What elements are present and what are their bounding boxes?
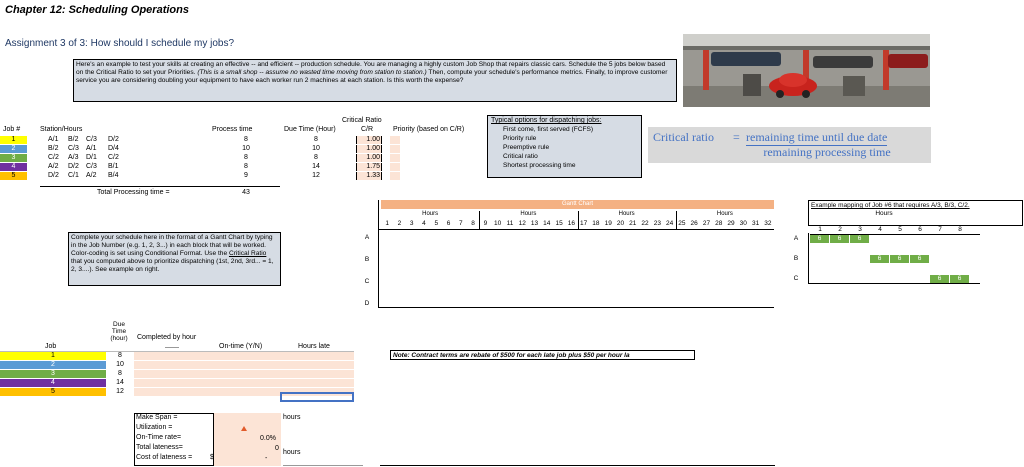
gantt-title: Gantt Chart: [561, 201, 593, 207]
dispatch-title: Typical options for dispatching jobs:: [491, 117, 602, 124]
example-station-label: C: [793, 275, 799, 282]
make-span-label: Make Span =: [136, 414, 178, 421]
formula-equals: =: [733, 130, 740, 144]
gantt-hour: 8: [471, 220, 475, 227]
gantt-hour: 18: [592, 220, 600, 227]
station-1: D/2: [48, 172, 59, 179]
gantt-station-label: A: [364, 234, 370, 241]
gantt-hour: 26: [690, 220, 698, 227]
total-underline: [40, 186, 280, 187]
priority-input[interactable]: [390, 163, 400, 171]
station-4: D/4: [108, 145, 119, 152]
gantt-hours-row: [381, 220, 774, 229]
completed-entry-line: [165, 347, 179, 348]
station-3: A/1: [86, 145, 97, 152]
job-number-cell: 3: [0, 154, 27, 162]
note-box: [390, 350, 695, 360]
priority-input[interactable]: [390, 154, 400, 162]
station-4: B/1: [108, 163, 119, 170]
station-3: C/3: [86, 136, 97, 143]
completion-due-cell: 14: [106, 379, 134, 387]
gantt-hour: 15: [555, 220, 563, 227]
ontime-input[interactable]: [212, 370, 272, 378]
chapter-title: Chapter 12: Scheduling Operations: [5, 4, 189, 16]
station-2: D/2: [68, 163, 79, 170]
completed-by-input[interactable]: [137, 361, 207, 369]
critical-ratio: 1.00: [356, 136, 382, 144]
example-job-cell: 6: [930, 275, 949, 283]
job-number-cell: 1: [0, 136, 27, 144]
gantt-grid-line-top: [378, 229, 774, 230]
gantt-hour: 27: [702, 220, 711, 227]
gantt-hour: 19: [604, 220, 612, 227]
total-label: Total Processing time =: [97, 189, 170, 196]
col-process-header: Process time: [212, 126, 253, 133]
completed-by-input[interactable]: [137, 388, 207, 396]
example-box: [808, 200, 1023, 226]
gantt-hour: 31: [751, 220, 760, 227]
example-title: Example mapping of Job #6 that requires A/3, B/3, C/2.: [811, 202, 970, 209]
example-hour: 8: [958, 226, 962, 233]
col-due-header: Due Time (Hour): [284, 126, 336, 133]
completion-job-cell: 3: [0, 370, 106, 378]
dispatch-option: First come, first served (FCFS): [503, 126, 594, 133]
station-1: C/2: [48, 154, 59, 161]
completed-by-input[interactable]: [137, 370, 207, 378]
process-time: 8: [244, 154, 248, 161]
ontime-rate-label: On-Time rate=: [136, 434, 182, 441]
example-station-label: A: [793, 235, 799, 242]
ontime-rate-value: 0.0%: [260, 435, 276, 442]
gantt-hour: 24: [665, 220, 674, 227]
gantt-hour: 14: [543, 220, 551, 227]
example-left-line: [808, 233, 809, 283]
gantt-hour: 25: [678, 220, 686, 227]
cost-value: -: [265, 455, 268, 462]
total-lateness-label: Total lateness=: [136, 444, 183, 451]
warning-icon: [241, 426, 247, 431]
example-hour: 4: [878, 226, 882, 233]
process-time: 8: [244, 136, 248, 143]
dispatch-box: [487, 115, 642, 178]
example-job-cell: 6: [810, 235, 829, 243]
comp-col-completed-header: Completed by hour: [137, 334, 197, 341]
job-number-cell: 4: [0, 163, 27, 171]
gantt-grid-line-bottom: [378, 307, 774, 308]
gantt-hour: 6: [446, 220, 451, 227]
bottom-line-left: [283, 465, 363, 466]
bottom-line-right: [380, 465, 775, 466]
completion-job-cell: 4: [0, 379, 106, 387]
col-job-header: Job #: [3, 126, 21, 133]
completion-due-cell: 10: [106, 361, 134, 369]
gantt-stations: [360, 230, 380, 310]
formula-numerator: remaining time until due date: [746, 130, 888, 144]
gantt-hour: 32: [764, 220, 772, 227]
gantt-hour: 4: [422, 220, 426, 227]
gantt-title-bar: [381, 200, 774, 209]
example-job-cell: 6: [830, 235, 849, 243]
gantt-hours-group-label: Hours: [520, 211, 537, 217]
example-hour: 6: [918, 226, 922, 233]
completed-by-input[interactable]: [137, 352, 207, 360]
example-job-cell: 6: [950, 275, 969, 283]
gantt-hour: 10: [494, 220, 502, 227]
completion-job-cell: 2: [0, 361, 106, 369]
example-job-cell: 6: [870, 255, 889, 263]
process-time: 10: [242, 145, 250, 152]
station-1: B/2: [48, 145, 59, 152]
process-time: 8: [244, 163, 248, 170]
station-1: A/2: [48, 163, 59, 170]
gantt-hour: 12: [518, 220, 526, 227]
gantt-hour: 17: [580, 220, 588, 227]
gantt-station-label: D: [364, 300, 370, 307]
intro-box: [73, 59, 677, 102]
example-job-cell: 6: [850, 235, 869, 243]
col-cr-header: C/R: [361, 126, 374, 133]
completion-due-cell: 8: [106, 352, 134, 360]
gantt-row-input[interactable]: [380, 250, 772, 268]
station-4: C/2: [108, 154, 119, 161]
col-station-header: Station/Hours: [40, 126, 83, 133]
gantt-hour: 7: [459, 220, 463, 227]
comp-col-due-header: Due Time (hour): [110, 321, 128, 342]
station-1: A/1: [48, 136, 59, 143]
critical-ratio-link: Critical Ratio: [228, 250, 267, 257]
metrics-box: [134, 413, 281, 466]
total-lateness-value: 0: [275, 445, 279, 452]
utilization-label: Utilization =: [136, 424, 173, 431]
due-time: 14: [312, 163, 320, 170]
station-2: C/1: [68, 172, 79, 179]
dispatch-option: Shortest processing time: [503, 162, 576, 169]
gantt-hour: 23: [653, 220, 661, 227]
gantt-hour: 13: [530, 220, 539, 227]
instructions-text: Complete your schedule here in the format of a Gantt Chart by typing in the Job Number (e.g. 1, 2, 3...) in each block that will be worked. Color-coding is set using Conditional Format. Use the Critical Ratio that you computed above to prioritize dispatching (1st, 2nd, 3rd... = 1, 2, 3....). See example on right.: [71, 234, 274, 273]
comp-col-job-header: Job: [45, 343, 57, 350]
cost-currency: $: [210, 454, 214, 461]
completion-top-border: [0, 351, 354, 352]
example-job-cell: 6: [910, 255, 929, 263]
example-station-label: B: [793, 255, 799, 262]
station-2: A/3: [68, 154, 79, 161]
comp-col-ontime-header: On-time (Y/N): [219, 343, 263, 350]
gantt-hour: 11: [506, 220, 514, 227]
example-bottom-line: [808, 283, 980, 284]
gantt-hour: 30: [739, 220, 747, 227]
example-hour: 2: [838, 226, 842, 233]
example-hour: 3: [858, 226, 862, 233]
gantt-station-label: C: [364, 278, 370, 285]
gantt-hour: 1: [385, 220, 389, 227]
example-hours-label: Hours: [875, 210, 893, 217]
gantt-hour: 20: [616, 220, 625, 227]
formula-lhs: Critical ratio: [653, 130, 714, 144]
priority-input[interactable]: [390, 172, 400, 180]
completion-job-cell: 5: [0, 388, 106, 396]
gantt-hours-group-label: Hours: [422, 211, 439, 217]
station-3: D/1: [86, 154, 97, 161]
gantt-hour: 2: [397, 220, 402, 227]
ontime-input[interactable]: [212, 379, 272, 387]
make-span-unit: hours: [283, 414, 301, 421]
total-value: 43: [242, 189, 250, 196]
gantt-station-label: B: [364, 256, 370, 263]
priority-input[interactable]: [390, 136, 400, 144]
gantt-hour: 3: [409, 220, 414, 227]
total-lateness-unit: hours: [283, 449, 301, 456]
example-hour: 7: [938, 226, 942, 233]
job-number-cell: 2: [0, 145, 27, 153]
ontime-input[interactable]: [212, 388, 272, 396]
example-stations: [790, 233, 980, 283]
gantt-hours-group-label: Hours: [618, 211, 635, 217]
station-2: B/2: [68, 136, 79, 143]
note-text: Note: Contract terms are rebate of $500 for each late job plus $50 per hour la: [393, 352, 630, 359]
gantt-row-input[interactable]: [380, 269, 772, 287]
dispatch-option: Priority rule: [503, 135, 537, 142]
dispatch-option: Critical ratio: [503, 153, 538, 160]
ontime-input[interactable]: [212, 352, 272, 360]
process-time: 9: [244, 172, 248, 179]
example-hour: 1: [818, 226, 822, 233]
cost-of-lateness-label: Cost of lateness =: [136, 454, 193, 461]
example-hour: 5: [898, 226, 902, 233]
gantt-hour: 16: [567, 220, 575, 227]
critical-ratio: 1.00: [356, 154, 382, 162]
selected-cell[interactable]: [280, 392, 354, 402]
station-4: B/4: [108, 172, 119, 179]
due-time: 10: [312, 145, 320, 152]
intro-text: Here's an example to test your skills at creating an effective -- and efficient -- production schedule. You are managing a highly custom Job Shop that repairs classic cars. Schedule the 5 jobs below based on the Critical Ratio to set your Priorities. (This is a small shop -- assume no wasted time moving from station to station.) Then, compute your schedule's performance metrics. Finally, to improve customer service you are considering doubling your equipment to have each worker run 2 machines at each station. Is this worth the expense?: [76, 61, 668, 84]
gantt-hour: 5: [434, 220, 439, 227]
completion-due-cell: 8: [106, 370, 134, 378]
comp-col-late-header: Hours late: [298, 343, 330, 350]
due-time: 8: [314, 154, 318, 161]
col-cr-top-header: Critical Ratio: [342, 117, 382, 124]
gantt-hour: 9: [483, 220, 488, 227]
formula-denominator: remaining processing time: [763, 145, 891, 159]
dispatch-option: Preemptive rule: [503, 144, 550, 151]
gantt-row-input[interactable]: [380, 231, 772, 249]
job-number-cell: 5: [0, 172, 27, 180]
station-2: C/3: [68, 145, 79, 152]
gantt-hour: 29: [727, 220, 735, 227]
completion-due-cell: 12: [106, 388, 134, 396]
due-time: 8: [314, 136, 318, 143]
gantt-hour: 28: [715, 220, 723, 227]
dispatch-list: [491, 125, 638, 170]
completion-job-cell: 1: [0, 352, 106, 360]
station-3: C/3: [86, 163, 97, 170]
station-4: D/2: [108, 136, 119, 143]
critical-ratio: 1.75: [356, 163, 382, 171]
assignment-title: Assignment 3 of 3: How should I schedule my jobs?: [5, 38, 235, 49]
critical-ratio: 1.33: [356, 172, 382, 180]
gantt-hour: 22: [641, 220, 649, 227]
ontime-input[interactable]: [212, 361, 272, 369]
due-time: 12: [312, 172, 320, 179]
instructions-box: [68, 232, 281, 286]
gantt-hours-labels: [381, 211, 774, 219]
garage-photo: [683, 34, 930, 107]
completed-by-input[interactable]: [137, 379, 207, 387]
garage-photo-image: [683, 34, 930, 107]
formula-box: [648, 127, 931, 163]
critical-ratio: 1.00: [356, 145, 382, 153]
col-priority-header: Priority (based on C/R): [393, 126, 465, 133]
priority-input[interactable]: [390, 145, 400, 153]
example-job-cell: 6: [890, 255, 909, 263]
gantt-hour: 21: [629, 220, 637, 227]
station-3: A/2: [86, 172, 97, 179]
gantt-row-input[interactable]: [380, 288, 772, 306]
gantt-hours-group-label: Hours: [716, 211, 733, 217]
jobs-table: [0, 136, 430, 182]
